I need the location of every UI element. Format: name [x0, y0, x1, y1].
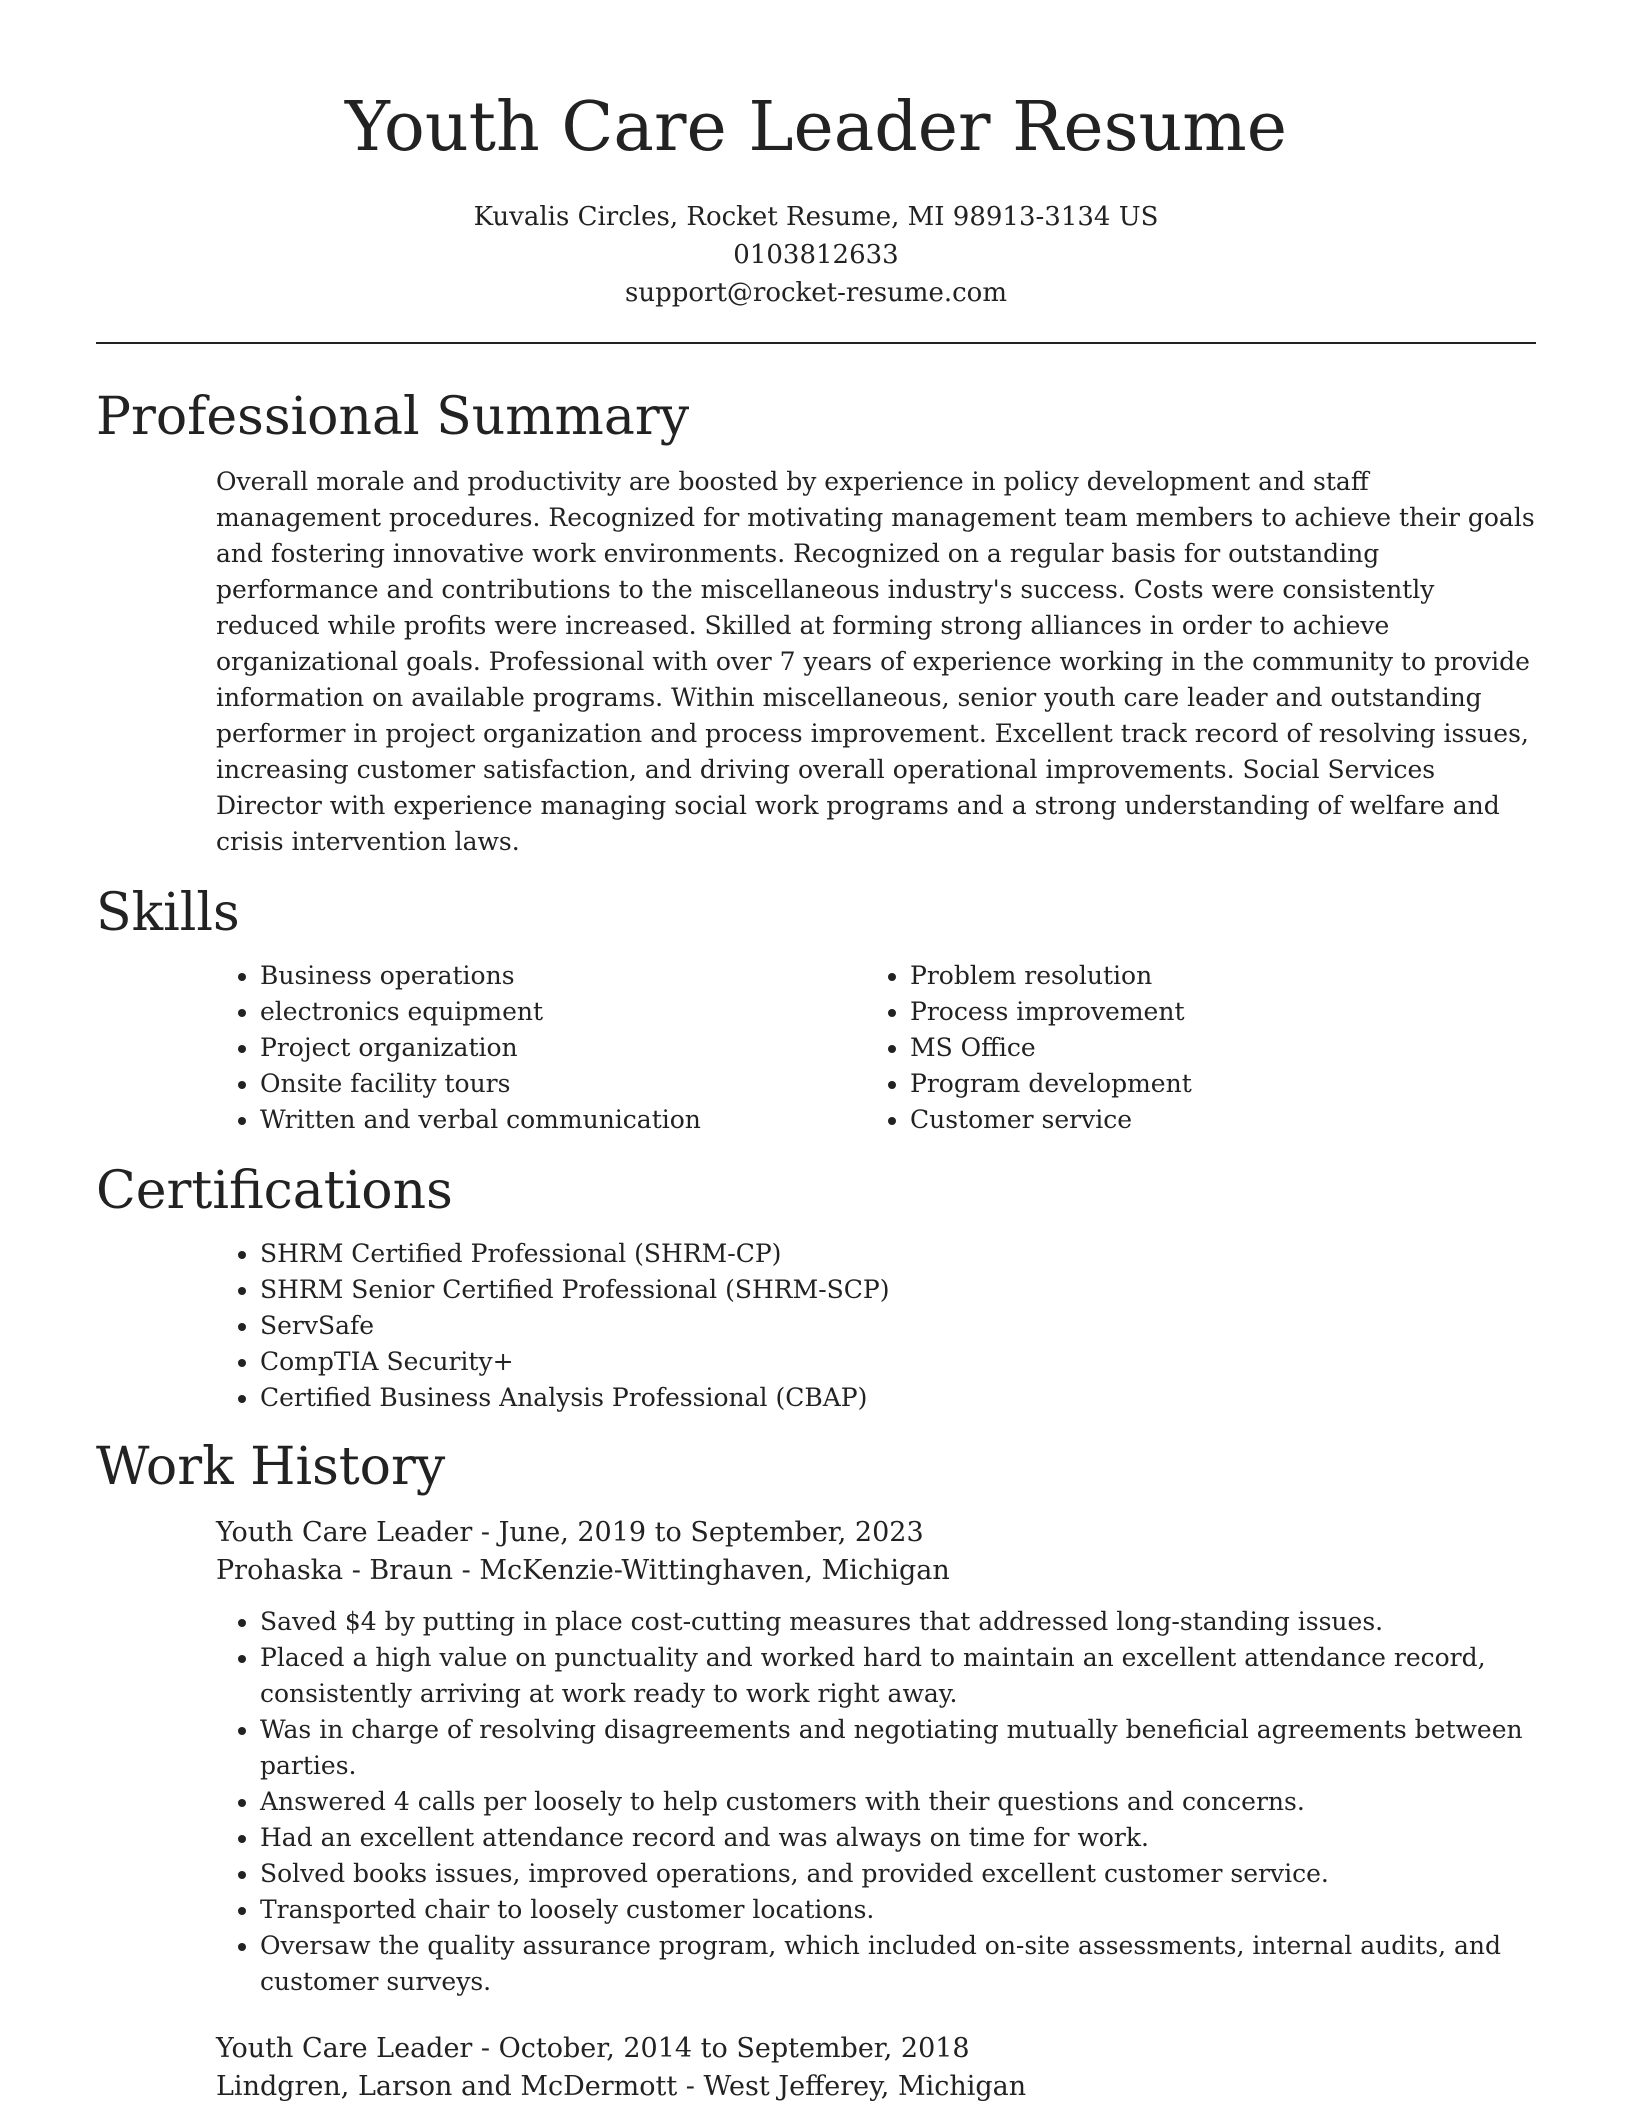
- professional-summary-section: [96, 384, 1536, 860]
- list-item: • Had an excellent attendance record and was always on time for work.: [260, 1820, 1536, 1856]
- job-title-dates: Youth Care Leader - October, 2014 to September, 2018: [216, 2033, 970, 2064]
- list-item: • Was in charge of resolving disagreements and negotiating mutually beneficial agreements between parties.: [260, 1712, 1536, 1784]
- job-company-location: Prohaska - Braun - McKenzie-Wittinghaven, Michigan: [216, 1555, 950, 1586]
- list-item: • Problem resolution: [910, 958, 1396, 994]
- list-item: • electronics equipment: [260, 994, 746, 1030]
- list-item: • SHRM Certified Professional (SHRM-CP): [260, 1236, 1536, 1272]
- contact-block: [96, 198, 1536, 312]
- list-item: • Placed a high value on punctuality and worked hard to maintain an excellent attendance record, consistently arriving at work ready to work right away.: [260, 1640, 1536, 1712]
- list-item: • Onsite facility tours: [260, 1066, 746, 1102]
- list-item: • ServSafe: [260, 1308, 1536, 1344]
- job-company-location: Lindgren, Larson and McDermott - West Jefferey, Michigan: [216, 2071, 1027, 2102]
- list-item: • Answered 4 calls per loosely to help customers with their questions and concerns.: [260, 1784, 1536, 1820]
- list-item: • Written and verbal communication: [260, 1102, 746, 1138]
- list-item: • Solved books issues, improved operations, and provided excellent customer service.: [260, 1856, 1536, 1892]
- list-item: • Saved $4 by putting in place cost-cutting measures that addressed long-standing issues.: [260, 1604, 1536, 1640]
- professional-summary-heading: Professional Summary: [96, 387, 690, 447]
- list-item: • Transported chair to loosely customer locations.: [260, 1892, 1536, 1928]
- list-item: • SHRM Senior Certified Professional (SHRM-SCP): [260, 1272, 1536, 1308]
- header-divider: [96, 342, 1536, 344]
- list-item: • Project organization: [260, 1030, 746, 1066]
- resume-page: [96, 0, 1536, 2106]
- job-entry: [96, 1514, 1536, 2000]
- skills-list-right: [910, 958, 1396, 1138]
- job-title-dates: Youth Care Leader - June, 2019 to September, 2023: [216, 1517, 924, 1548]
- contact-email[interactable]: support@rocket-resume.com: [624, 278, 1007, 308]
- list-item: • CompTIA Security+: [260, 1344, 1536, 1380]
- contact-address: Kuvalis Circles, Rocket Resume, MI 98913-3134 US: [473, 202, 1159, 232]
- professional-summary-text: Overall morale and productivity are boosted by experience in policy development and staff management procedures. Recognized for motivating management team members to achieve their goals and fostering innovative work environments. Recognized on a regular basis for outstanding performance and contributions to the miscellaneous industry's success. Costs were consistently reduced while profits were increased. Skilled at forming strong alliances in order to achieve organizational goals. Professional with over 7 years of experience working in the community to provide information on available programs. Within miscellaneous, senior youth care leader and outstanding performer in project organization and process improvement. Excellent track record of resolving issues, increasing customer satisfaction, and driving overall operational improvements. Social Services Director with experience managing social work programs and a strong understanding of welfare and crisis intervention laws.: [216, 467, 1535, 856]
- skills-grid: [96, 958, 1536, 1138]
- list-item: • Oversaw the quality assurance program, which included on-site assessments, internal audits, and customer surveys.: [260, 1928, 1536, 2000]
- list-item: • Customer service: [910, 1102, 1396, 1138]
- job-duties-list: [96, 1604, 1536, 2000]
- certifications-list: [96, 1236, 1536, 1416]
- skills-list-left: [96, 958, 746, 1138]
- skills-section: [96, 880, 1536, 1138]
- skills-heading: Skills: [96, 883, 240, 943]
- list-item: • Certified Business Analysis Professional (CBAP): [260, 1380, 1536, 1416]
- resume-title: Youth Care Leader Resume: [344, 88, 1288, 167]
- resume-header: [96, 0, 1536, 312]
- certifications-heading: Certifications: [96, 1161, 453, 1221]
- certifications-section: [96, 1158, 1536, 1416]
- list-item: • Process improvement: [910, 994, 1396, 1030]
- list-item: • Program development: [910, 1066, 1396, 1102]
- job-entry: [96, 2030, 1536, 2106]
- list-item: • Business operations: [260, 958, 746, 994]
- work-history-heading: Work History: [96, 1437, 446, 1497]
- list-item: • MS Office: [910, 1030, 1396, 1066]
- work-history-section: [96, 1434, 1536, 2106]
- contact-phone: 0103812633: [733, 240, 899, 270]
